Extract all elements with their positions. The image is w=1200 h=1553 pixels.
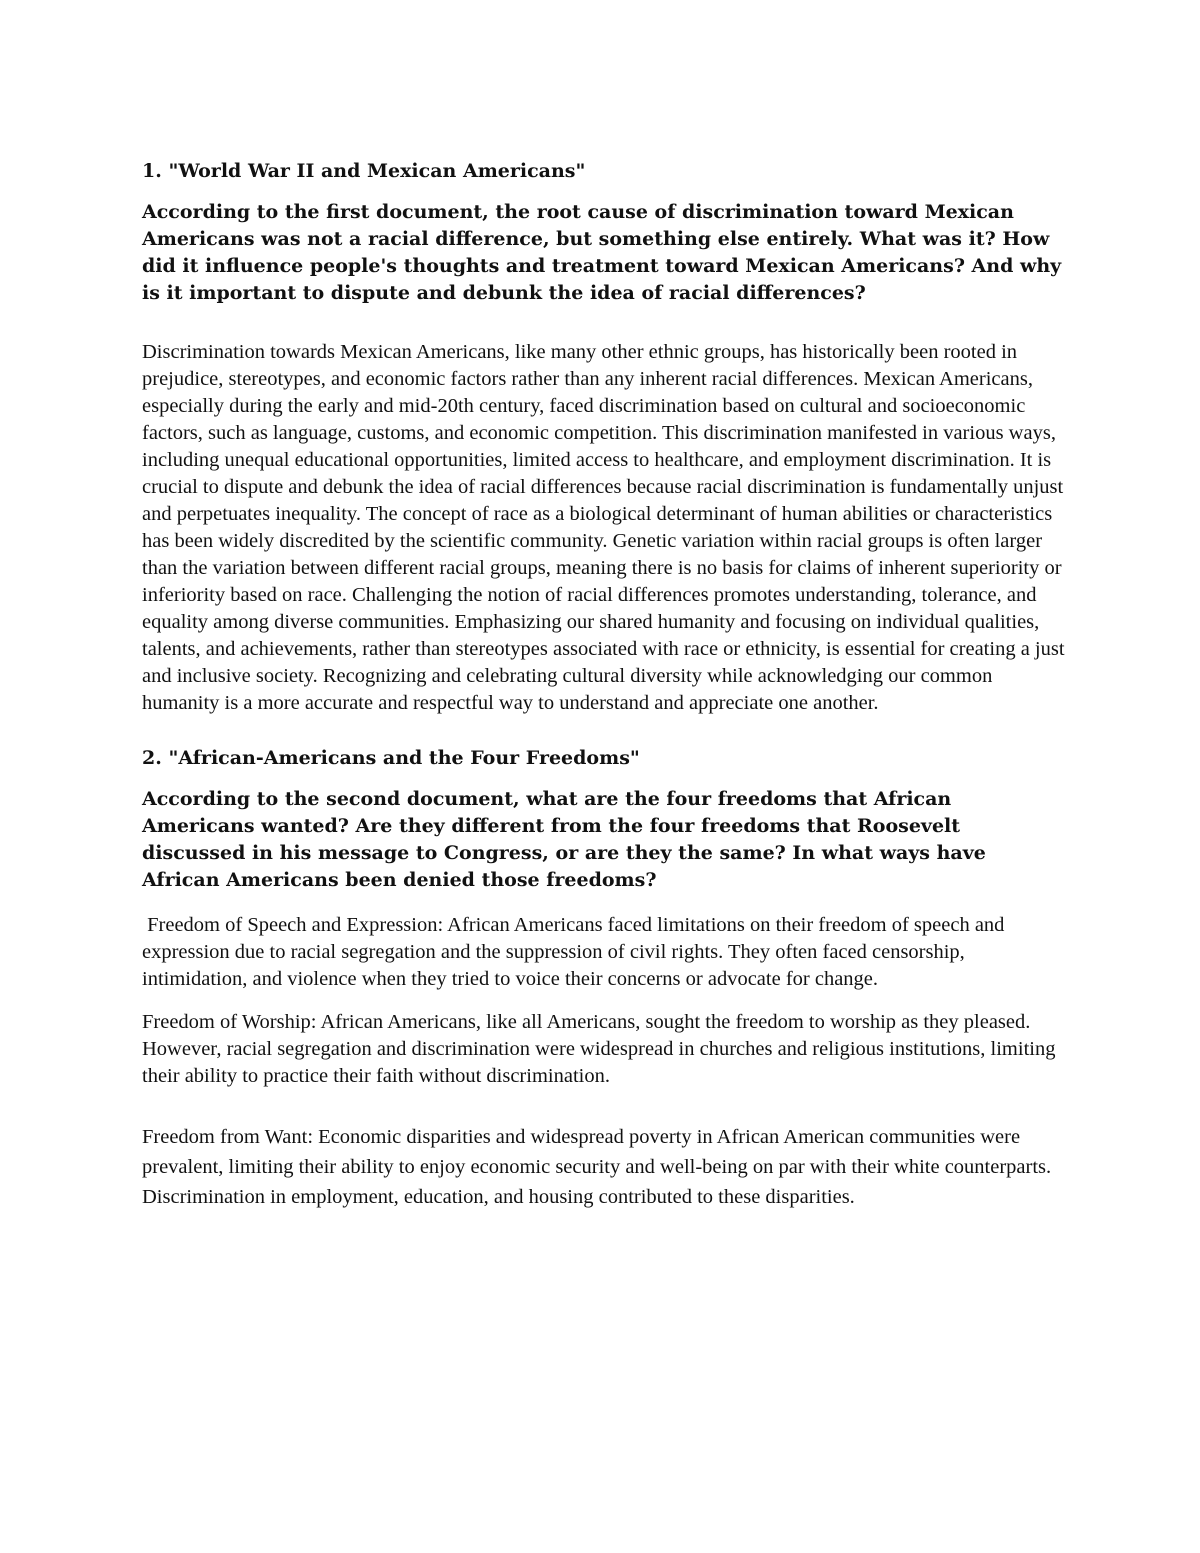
- section-1-heading: 1. "World War II and Mexican Americans": [142, 160, 586, 182]
- answer-freedom-from-want: Freedom from Want: Economic disparities and widespread poverty in African American communities were prevalent, limiting their ability to enjoy economic security and well-being on par with their white counterparts. Discrimination in employment, education, and housing contributed to these disparities.: [142, 1126, 1052, 1208]
- answer-freedom-of-speech: Freedom of Speech and Expression: African Americans faced limitations on their freedom of speech and expression due to racial segregation and the suppression of civil rights. They often faced censorship, intimidation, and violence when they tried to voice their concerns or advocate for change.: [142, 914, 1010, 990]
- answer-freedom-of-worship: Freedom of Worship: African Americans, like all Americans, sought the freedom to worship as they pleased. However, racial segregation and discrimination were widespread in churches and religious institutions, limiting their ability to practice their faith without discrimination.: [142, 1011, 1056, 1087]
- section-1-answer: Discrimination towards Mexican Americans, like many other ethnic groups, has historically been rooted in prejudice, stereotypes, and economic factors rather than any inherent racial differences. Mexican Americans, especially during the early and mid-20th century, faced discrimination based on cultural and socioeconomic factors, such as language, customs, and economic competition. This discrimination manifested in various ways, including unequal educational opportunities, limited access to healthcare, and employment discrimination. It is crucial to dispute and debunk the idea of racial differences because racial discrimination is fundamentally unjust and perpetuates inequality. The concept of race as a biological determinant of human abilities or characteristics has been widely discredited by the scientific community. Genetic variation within racial groups is often larger than the variation between different racial groups, meaning there is no basis for claims of inherent superiority or inferiority based on race. Challenging the notion of racial differences promotes understanding, tolerance, and equality among diverse communities. Emphasizing our shared humanity and focusing on individual qualities, talents, and achievements, rather than stereotypes associated with race or ethnicity, is essential for creating a just and inclusive society. Recognizing and celebrating cultural diversity while acknowledging our common humanity is a more accurate and respectful way to understand and appreciate one another.: [142, 341, 1065, 714]
- section-1-question: According to the first document, the root cause of discrimination toward Mexican Americans was not a racial difference, but something else entirely. What was it? How did it influence people's thoughts and treatment toward Mexican Americans? And why is it important to dispute and debunk the idea of racial differences?: [142, 201, 1062, 304]
- document-page: [142, 158, 1067, 1212]
- section-2-heading: 2. "African-Americans and the Four Freedoms": [142, 747, 640, 769]
- section-2-question: According to the second document, what are the four freedoms that African Americans wanted? Are they different from the four freedoms that Roosevelt discussed in his message to Congress, or are they the same? In what ways have African Americans been denied those freedoms?: [142, 788, 986, 891]
